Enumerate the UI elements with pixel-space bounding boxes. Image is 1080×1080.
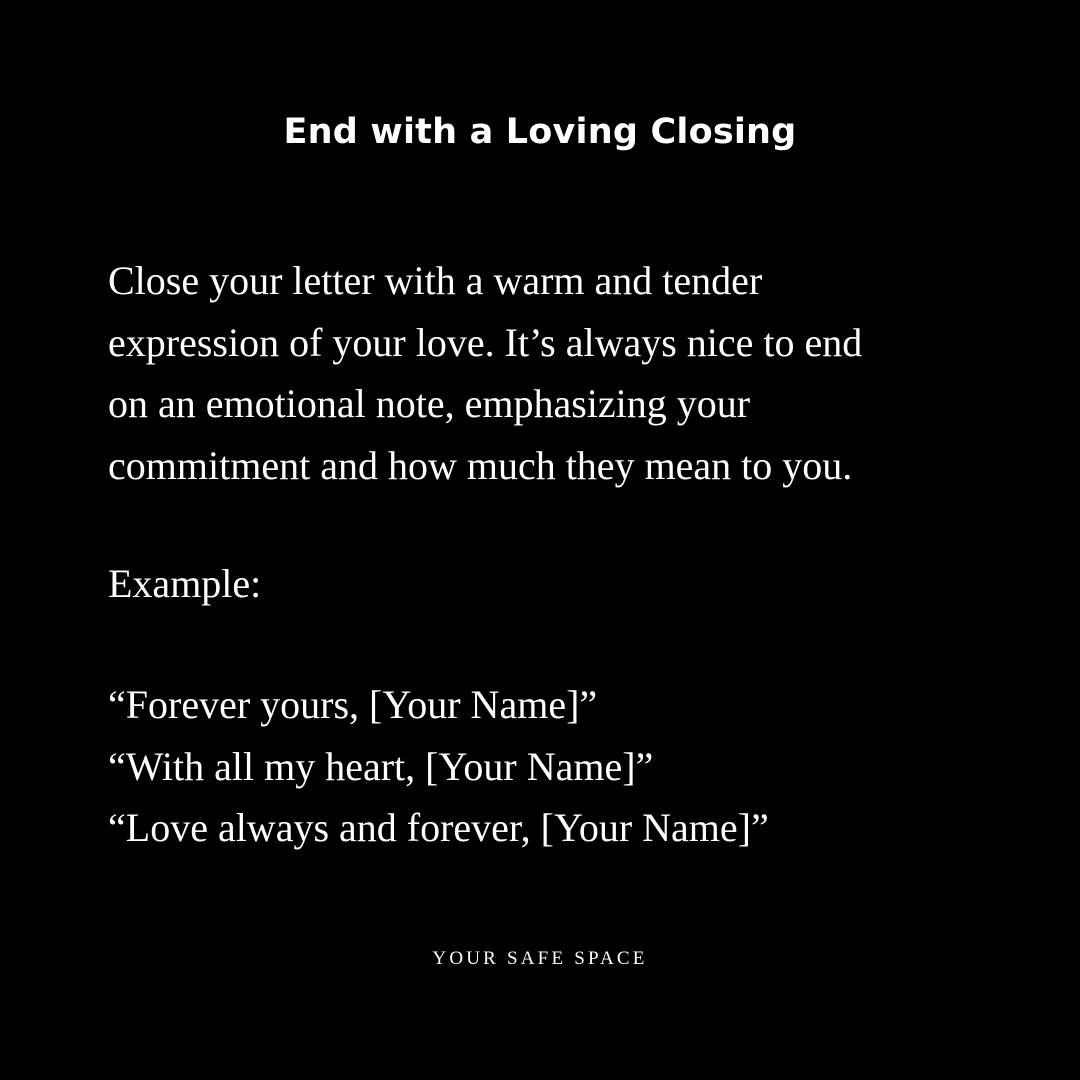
example-list bbox=[108, 674, 769, 859]
paragraph-line: on an emotional note, emphasizing your bbox=[108, 381, 751, 426]
page-title: End with a Loving Closing bbox=[283, 112, 797, 152]
example-closing: “With all my heart, [Your Name]” bbox=[108, 743, 654, 789]
example-closing: “Love always and forever, [Your Name]” bbox=[108, 805, 769, 850]
body-paragraph bbox=[108, 250, 968, 496]
paragraph-line: commitment and how much they mean to you. bbox=[108, 442, 853, 488]
paragraph-line: Close your letter with a warm and tender bbox=[108, 258, 763, 303]
paragraph-line: expression of your love. It’s always nice to end bbox=[108, 319, 863, 365]
example-label: Example: bbox=[108, 561, 262, 606]
brand-footer: YOUR SAFE SPACE bbox=[432, 948, 648, 969]
example-closing: “Forever yours, [Your Name]” bbox=[108, 682, 598, 727]
